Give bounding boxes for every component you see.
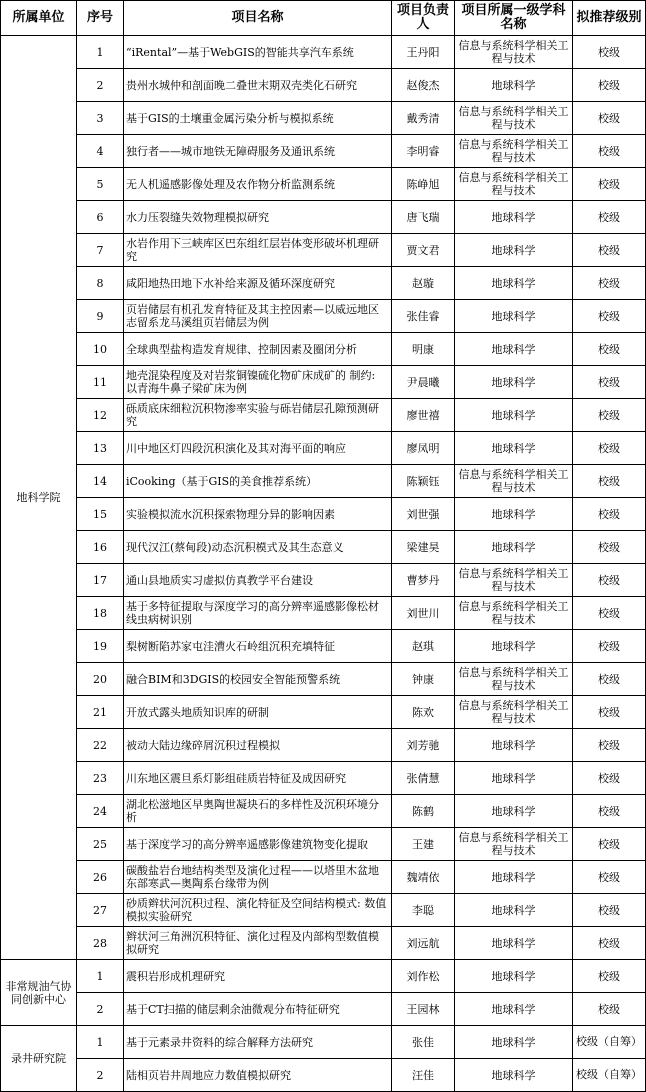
level-cell: 校级 — [573, 366, 646, 399]
table-row — [1, 729, 646, 762]
project-name-cell: 现代汉江(蔡甸段)动态沉积模式及其生态意义 — [124, 531, 392, 564]
leader-cell: 刘芳驰 — [392, 729, 455, 762]
discipline-cell: 信息与系统科学相关工程与技术 — [455, 663, 573, 696]
discipline-cell: 地球科学 — [455, 300, 573, 333]
level-cell: 校级 — [573, 564, 646, 597]
seq-cell: 25 — [77, 828, 124, 861]
project-name-cell: 贵州水城仲和剖面晚二叠世末期双壳类化石研究 — [124, 69, 392, 102]
discipline-cell: 信息与系统科学相关工程与技术 — [455, 102, 573, 135]
leader-cell: 廖世禧 — [392, 399, 455, 432]
level-cell: 校级 — [573, 927, 646, 960]
project-name-cell: iCooking（基于GIS的美食推荐系统） — [124, 465, 392, 498]
table-row — [1, 267, 646, 300]
seq-cell: 23 — [77, 762, 124, 795]
project-name-cell: 地壳混染程度及对岩浆铜镍硫化物矿床成矿的 制约: 以青海牛鼻子梁矿床为例 — [124, 366, 392, 399]
seq-cell: 13 — [77, 432, 124, 465]
discipline-cell: 地球科学 — [455, 795, 573, 828]
leader-cell: 陈鹤 — [392, 795, 455, 828]
leader-cell: 廖凤明 — [392, 432, 455, 465]
table-row — [1, 696, 646, 729]
table-row — [1, 333, 646, 366]
table-row — [1, 135, 646, 168]
level-cell: 校级 — [573, 597, 646, 630]
leader-cell: 张倩慧 — [392, 762, 455, 795]
discipline-cell: 地球科学 — [455, 1059, 573, 1092]
table-row — [1, 993, 646, 1026]
seq-cell: 2 — [77, 993, 124, 1026]
table-row — [1, 432, 646, 465]
project-name-cell: 碳酸盐岩台地结构类型及演化过程——以塔里木盆地东部寒武—奥陶系台缘带为例 — [124, 861, 392, 894]
project-name-cell: “iRental”—基于WebGIS的智能共享汽车系统 — [124, 36, 392, 69]
header-discipline: 项目所属一级学科名称 — [455, 1, 573, 36]
project-name-cell: 独行者——城市地铁无障碍服务及通讯系统 — [124, 135, 392, 168]
leader-cell: 李聪 — [392, 894, 455, 927]
project-name-cell: 基于多特征提取与深度学习的高分辨率遥感影像松材线虫病树识别 — [124, 597, 392, 630]
table-row — [1, 201, 646, 234]
discipline-cell: 地球科学 — [455, 201, 573, 234]
leader-cell: 明康 — [392, 333, 455, 366]
project-name-cell: 水力压裂缝失效物理模拟研究 — [124, 201, 392, 234]
discipline-cell: 信息与系统科学相关工程与技术 — [455, 828, 573, 861]
discipline-cell: 信息与系统科学相关工程与技术 — [455, 135, 573, 168]
table-row — [1, 1059, 646, 1092]
discipline-cell: 地球科学 — [455, 498, 573, 531]
leader-cell: 陈欢 — [392, 696, 455, 729]
table-body — [1, 36, 646, 1092]
seq-cell: 15 — [77, 498, 124, 531]
discipline-cell: 信息与系统科学相关工程与技术 — [455, 564, 573, 597]
level-cell: 校级 — [573, 300, 646, 333]
discipline-cell: 信息与系统科学相关工程与技术 — [455, 36, 573, 69]
leader-cell: 陈颖钰 — [392, 465, 455, 498]
discipline-cell: 地球科学 — [455, 267, 573, 300]
seq-cell: 28 — [77, 927, 124, 960]
project-name-cell: 开放式露头地质知识库的研制 — [124, 696, 392, 729]
leader-cell: 曹梦丹 — [392, 564, 455, 597]
project-name-cell: 川中地区灯四段沉积演化及其对海平面的响应 — [124, 432, 392, 465]
leader-cell: 刘世川 — [392, 597, 455, 630]
table-row — [1, 399, 646, 432]
table-row — [1, 861, 646, 894]
discipline-cell: 地球科学 — [455, 927, 573, 960]
seq-cell: 27 — [77, 894, 124, 927]
level-cell: 校级 — [573, 267, 646, 300]
table-header — [1, 1, 646, 36]
seq-cell: 19 — [77, 630, 124, 663]
leader-cell: 赵琪 — [392, 630, 455, 663]
level-cell: 校级 — [573, 102, 646, 135]
level-cell: 校级 — [573, 399, 646, 432]
level-cell: 校级 — [573, 795, 646, 828]
discipline-cell: 地球科学 — [455, 1026, 573, 1059]
project-name-cell: 页岩储层有机孔发育特征及其主控因素—以威远地区志留系龙马溪组页岩储层为例 — [124, 300, 392, 333]
discipline-cell: 地球科学 — [455, 894, 573, 927]
project-name-cell: 梨树断陷苏家屯洼漕火石岭组沉积充填特征 — [124, 630, 392, 663]
seq-cell: 24 — [77, 795, 124, 828]
header-seq: 序号 — [77, 1, 124, 36]
table-row — [1, 234, 646, 267]
level-cell: 校级 — [573, 531, 646, 564]
header-row — [1, 1, 646, 36]
seq-cell: 21 — [77, 696, 124, 729]
header-level: 拟推荐级别 — [573, 1, 646, 36]
project-name-cell: 湖北松滋地区早奥陶世凝块石的多样性及沉积环境分析 — [124, 795, 392, 828]
seq-cell: 4 — [77, 135, 124, 168]
project-name-cell: 全球典型盐构造发育规律、控制因素及圈闭分析 — [124, 333, 392, 366]
leader-cell: 赵俊杰 — [392, 69, 455, 102]
seq-cell: 3 — [77, 102, 124, 135]
level-cell: 校级 — [573, 333, 646, 366]
table-row — [1, 300, 646, 333]
level-cell: 校级 — [573, 168, 646, 201]
level-cell: 校级 — [573, 135, 646, 168]
table-row — [1, 366, 646, 399]
discipline-cell: 地球科学 — [455, 432, 573, 465]
seq-cell: 1 — [77, 36, 124, 69]
leader-cell: 陈峥旭 — [392, 168, 455, 201]
discipline-cell: 地球科学 — [455, 366, 573, 399]
table-row — [1, 663, 646, 696]
header-name: 项目名称 — [124, 1, 392, 36]
project-name-cell: 被动大陆边缘碎屑沉积过程模拟 — [124, 729, 392, 762]
table-row — [1, 36, 646, 69]
level-cell: 校级 — [573, 432, 646, 465]
leader-cell: 刘作松 — [392, 960, 455, 993]
level-cell: 校级 — [573, 729, 646, 762]
seq-cell: 14 — [77, 465, 124, 498]
discipline-cell: 信息与系统科学相关工程与技术 — [455, 597, 573, 630]
level-cell: 校级 — [573, 69, 646, 102]
leader-cell: 尹晨曦 — [392, 366, 455, 399]
project-name-cell: 实验模拟流水沉积探索物理分异的影响因素 — [124, 498, 392, 531]
project-name-cell: 基于GIS的土壤重金属污染分析与模拟系统 — [124, 102, 392, 135]
leader-cell: 刘世强 — [392, 498, 455, 531]
unit-cell: 非常规油气协同创新中心 — [1, 960, 77, 1026]
level-cell: 校级 — [573, 465, 646, 498]
seq-cell: 11 — [77, 366, 124, 399]
project-name-cell: 基于元素录井资料的综合解释方法研究 — [124, 1026, 392, 1059]
discipline-cell: 地球科学 — [455, 993, 573, 1026]
level-cell: 校级 — [573, 894, 646, 927]
seq-cell: 18 — [77, 597, 124, 630]
discipline-cell: 地球科学 — [455, 531, 573, 564]
project-name-cell: 无人机遥感影像处理及农作物分析监测系统 — [124, 168, 392, 201]
discipline-cell: 地球科学 — [455, 861, 573, 894]
seq-cell: 8 — [77, 267, 124, 300]
project-name-cell: 咸阳地热田地下水补给来源及循环深度研究 — [124, 267, 392, 300]
seq-cell: 1 — [77, 1026, 124, 1059]
discipline-cell: 信息与系统科学相关工程与技术 — [455, 168, 573, 201]
seq-cell: 7 — [77, 234, 124, 267]
seq-cell: 1 — [77, 960, 124, 993]
leader-cell: 王丹阳 — [392, 36, 455, 69]
project-name-cell: 水岩作用下三峡库区巴东组红层岩体变形破坏机理研究 — [124, 234, 392, 267]
level-cell: 校级 — [573, 234, 646, 267]
leader-cell: 王建 — [392, 828, 455, 861]
leader-cell: 张佳 — [392, 1026, 455, 1059]
project-name-cell: 川东地区震旦系灯影组硅质岩特征及成因研究 — [124, 762, 392, 795]
project-name-cell: 融合BIM和3DGIS的校园安全智能预警系统 — [124, 663, 392, 696]
discipline-cell: 信息与系统科学相关工程与技术 — [455, 465, 573, 498]
project-name-cell: 砾质底床细粒沉积物渗率实验与砾岩储层孔隙预测研究 — [124, 399, 392, 432]
discipline-cell: 地球科学 — [455, 333, 573, 366]
seq-cell: 5 — [77, 168, 124, 201]
level-cell: 校级 — [573, 828, 646, 861]
project-name-cell: 砂质辫状河沉积过程、演化特征及空间结构模式: 数值模拟实验研究 — [124, 894, 392, 927]
table-row — [1, 762, 646, 795]
table-row — [1, 927, 646, 960]
seq-cell: 2 — [77, 1059, 124, 1092]
level-cell: 校级 — [573, 663, 646, 696]
table-row — [1, 465, 646, 498]
level-cell: 校级 — [573, 762, 646, 795]
leader-cell: 汪佳 — [392, 1059, 455, 1092]
leader-cell: 张佳睿 — [392, 300, 455, 333]
seq-cell: 16 — [77, 531, 124, 564]
table-row — [1, 531, 646, 564]
seq-cell: 20 — [77, 663, 124, 696]
discipline-cell: 地球科学 — [455, 729, 573, 762]
unit-cell: 录井研究院 — [1, 1026, 77, 1092]
discipline-cell: 地球科学 — [455, 69, 573, 102]
level-cell: 校级 — [573, 630, 646, 663]
seq-cell: 26 — [77, 861, 124, 894]
table-row — [1, 597, 646, 630]
table-row — [1, 69, 646, 102]
header-unit: 所属单位 — [1, 1, 77, 36]
level-cell: 校级（自筹） — [573, 1059, 646, 1092]
table-row — [1, 564, 646, 597]
table-row — [1, 630, 646, 663]
level-cell: 校级 — [573, 696, 646, 729]
leader-cell: 刘远航 — [392, 927, 455, 960]
level-cell: 校级 — [573, 960, 646, 993]
table-row — [1, 795, 646, 828]
level-cell: 校级 — [573, 993, 646, 1026]
leader-cell: 唐飞瑞 — [392, 201, 455, 234]
table-row — [1, 102, 646, 135]
project-name-cell: 辫状河三角洲沉积特征、演化过程及内部构型数值模拟研究 — [124, 927, 392, 960]
leader-cell: 贾文君 — [392, 234, 455, 267]
project-name-cell: 震积岩形成机理研究 — [124, 960, 392, 993]
table-row — [1, 960, 646, 993]
project-name-cell: 陆相页岩井周地应力数值模拟研究 — [124, 1059, 392, 1092]
project-name-cell: 基于CT扫描的储层剩余油微观分布特征研究 — [124, 993, 392, 1026]
table-row — [1, 828, 646, 861]
leader-cell: 王园林 — [392, 993, 455, 1026]
level-cell: 校级 — [573, 36, 646, 69]
table-row — [1, 1026, 646, 1059]
level-cell: 校级 — [573, 861, 646, 894]
level-cell: 校级 — [573, 201, 646, 234]
table-row — [1, 498, 646, 531]
discipline-cell: 地球科学 — [455, 399, 573, 432]
leader-cell: 钟康 — [392, 663, 455, 696]
level-cell: 校级（自筹） — [573, 1026, 646, 1059]
header-leader: 项目负责人 — [392, 1, 455, 36]
unit-cell: 地科学院 — [1, 36, 77, 960]
seq-cell: 10 — [77, 333, 124, 366]
table-row — [1, 168, 646, 201]
seq-cell: 6 — [77, 201, 124, 234]
leader-cell: 李明睿 — [392, 135, 455, 168]
seq-cell: 2 — [77, 69, 124, 102]
discipline-cell: 信息与系统科学相关工程与技术 — [455, 696, 573, 729]
project-name-cell: 基于深度学习的高分辨率遥感影像建筑物变化提取 — [124, 828, 392, 861]
table-row — [1, 894, 646, 927]
seq-cell: 9 — [77, 300, 124, 333]
leader-cell: 赵璇 — [392, 267, 455, 300]
seq-cell: 12 — [77, 399, 124, 432]
seq-cell: 17 — [77, 564, 124, 597]
discipline-cell: 地球科学 — [455, 762, 573, 795]
discipline-cell: 地球科学 — [455, 630, 573, 663]
leader-cell: 梁建昊 — [392, 531, 455, 564]
seq-cell: 22 — [77, 729, 124, 762]
level-cell: 校级 — [573, 498, 646, 531]
discipline-cell: 地球科学 — [455, 960, 573, 993]
discipline-cell: 地球科学 — [455, 234, 573, 267]
project-name-cell: 通山县地质实习虚拟仿真教学平台建设 — [124, 564, 392, 597]
leader-cell: 戴秀清 — [392, 102, 455, 135]
leader-cell: 魏靖依 — [392, 861, 455, 894]
